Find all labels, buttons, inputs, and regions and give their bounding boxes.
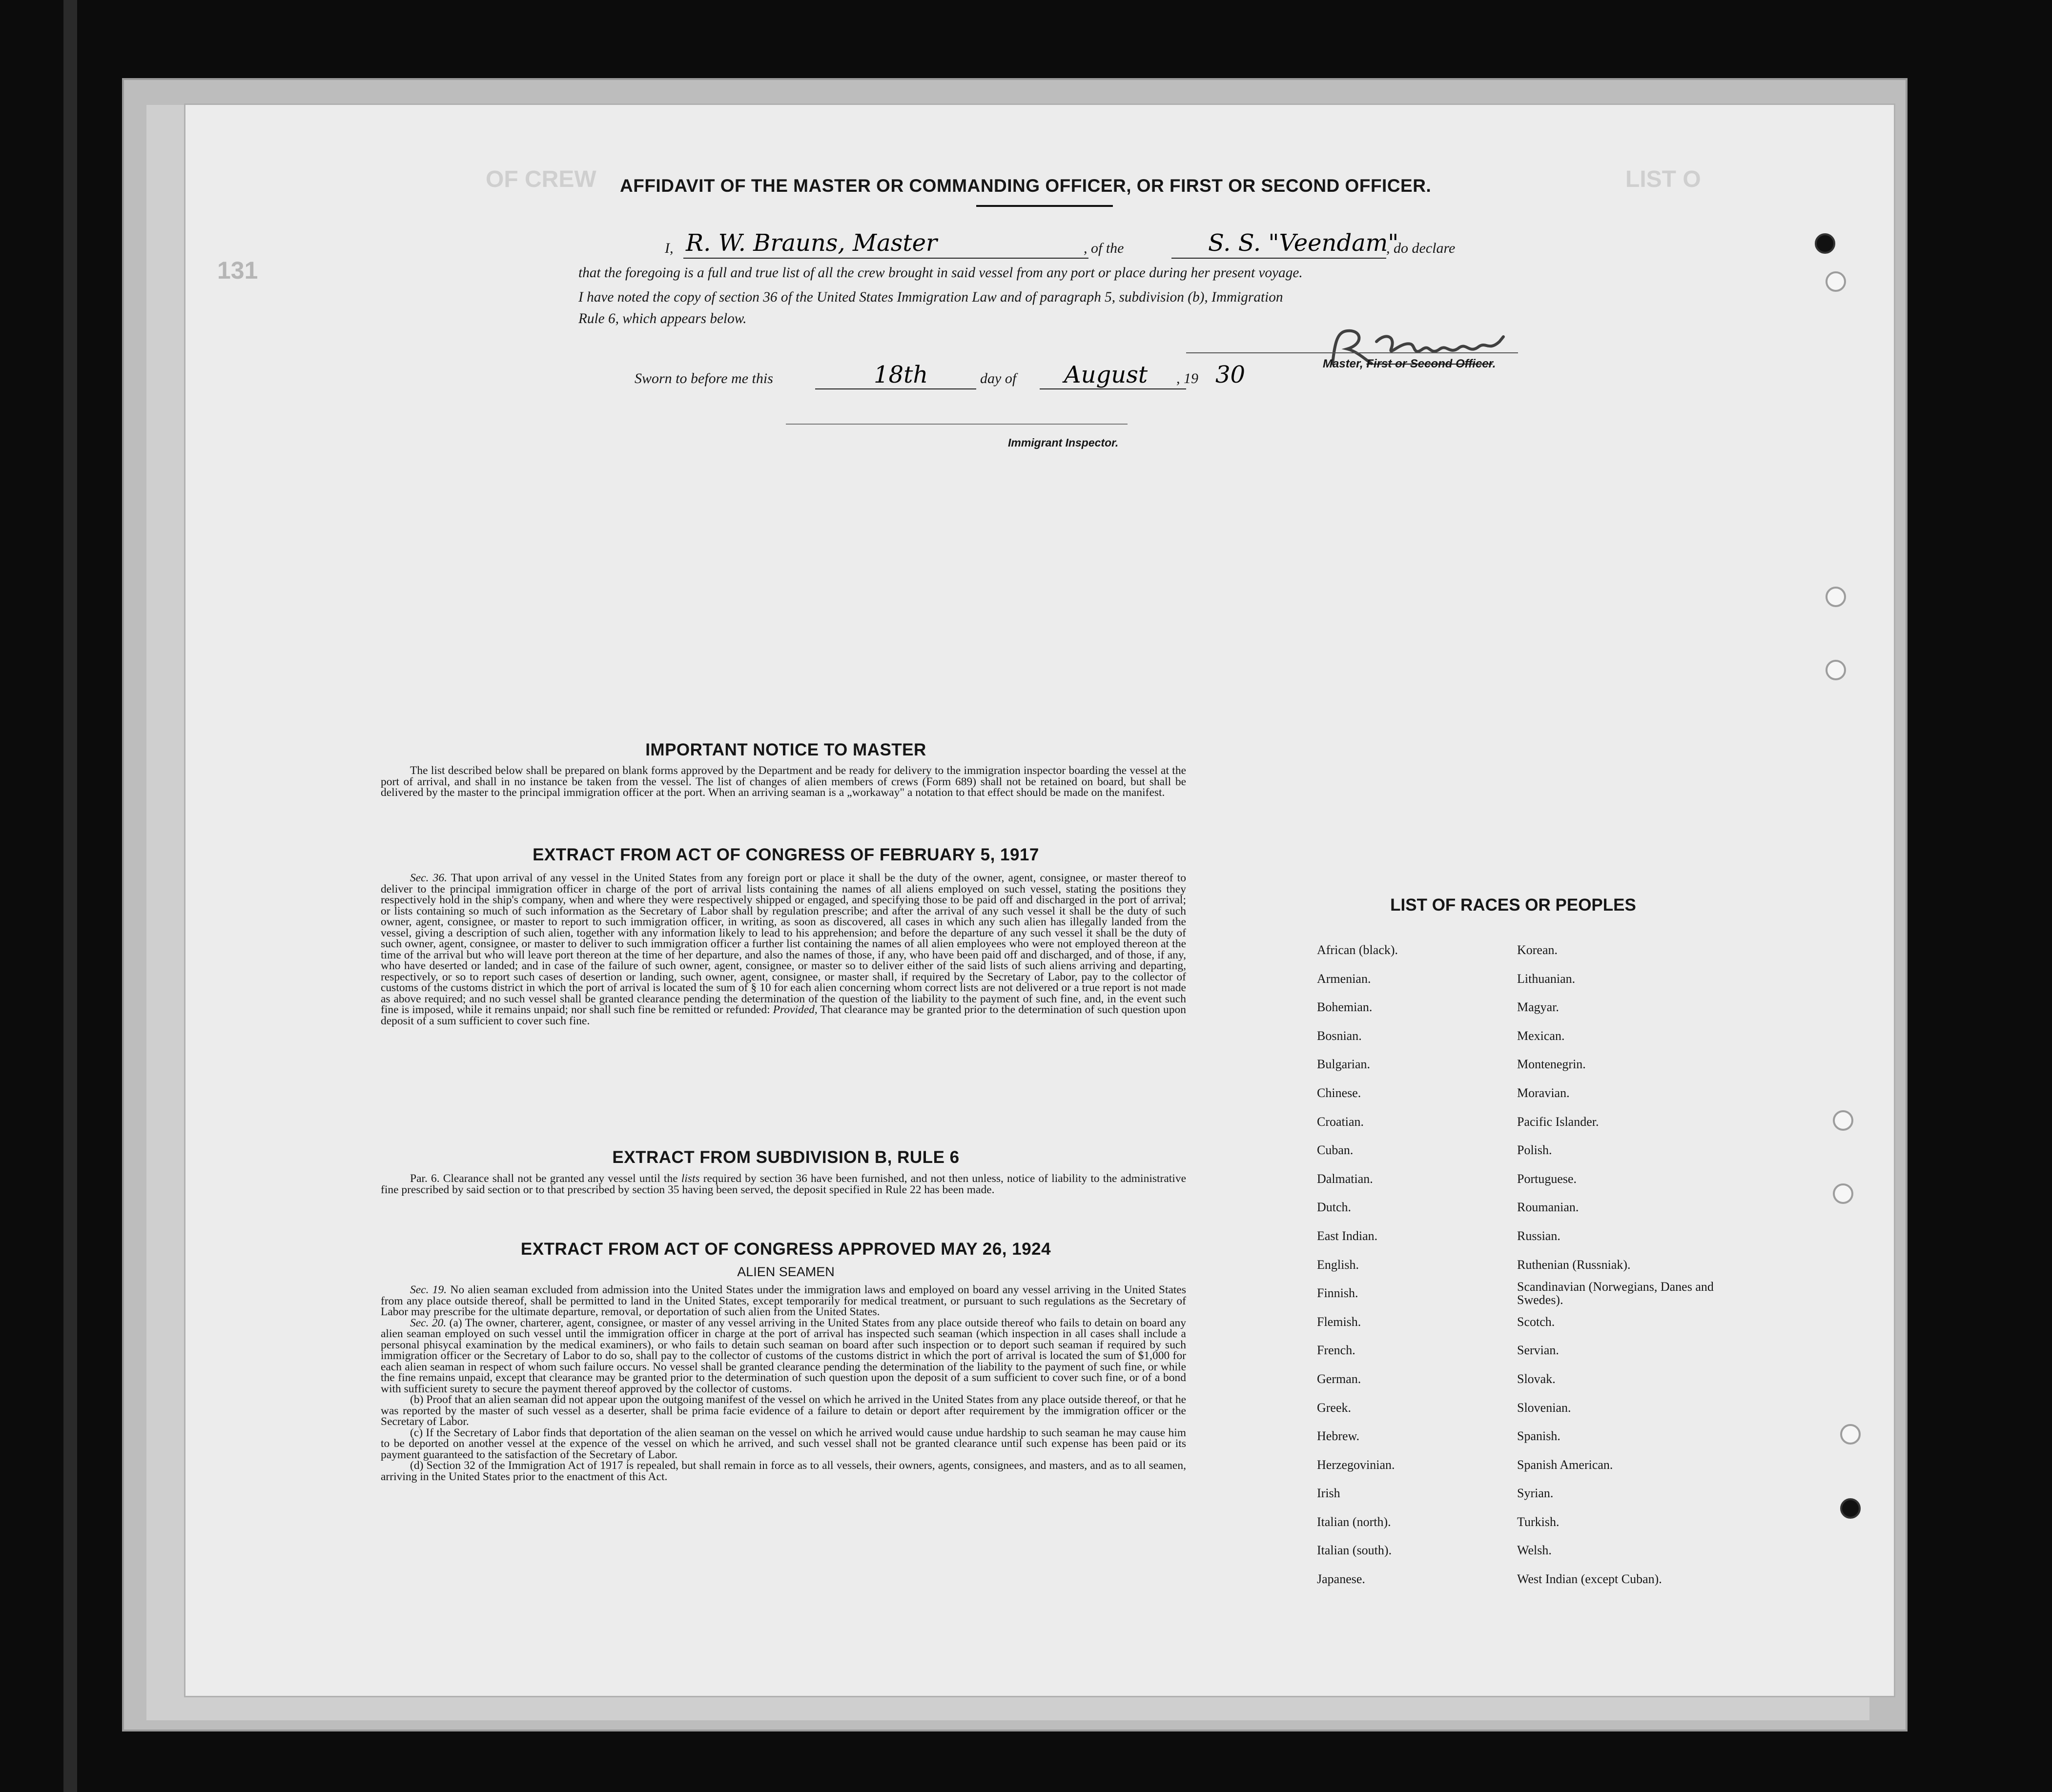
race-item: Roumanian.	[1517, 1200, 1579, 1215]
extract-rule6-heading: EXTRACT FROM SUBDIVISION B, RULE 6	[612, 1148, 960, 1167]
race-item: Lithuanian.	[1517, 971, 1576, 986]
notice-heading: IMPORTANT NOTICE TO MASTER	[645, 740, 926, 759]
alien-seamen-subheading: ALIEN SEAMEN	[737, 1264, 835, 1279]
punch-hole	[1833, 1110, 1853, 1131]
affidavit-line2: that the foregoing is a full and true list of all the crew brought in said vessel from any port or place during her present voyage.	[578, 265, 1303, 281]
affidavit-line1-prefix: I,	[665, 240, 674, 256]
race-item: English.	[1317, 1257, 1359, 1272]
extract-1917-heading: EXTRACT FROM ACT OF CONGRESS OF FEBRUARY 5, 1917	[533, 845, 1039, 864]
race-item: West Indian (except Cuban).	[1517, 1572, 1662, 1587]
race-item: Herzegovinian.	[1317, 1457, 1395, 1472]
punch-hole	[1833, 1183, 1853, 1204]
affidavit-declare: , do declare	[1386, 240, 1456, 256]
races-title: LIST OF RACES OR PEOPLES	[1390, 896, 1636, 915]
affidavit-title: AFFIDAVIT OF THE MASTER OR COMMANDING OFFICER, OR FIRST OR SECOND OFFICER.	[620, 176, 1432, 196]
race-item: Polish.	[1517, 1143, 1552, 1158]
master-name-handwritten: R. W. Brauns, Master	[686, 229, 937, 257]
race-item: Slovenian.	[1517, 1400, 1571, 1415]
sworn-day-of: day of	[980, 370, 1017, 387]
signature-caption: Master, First or Second Officer.	[1323, 357, 1496, 370]
race-item: Montenegrin.	[1517, 1057, 1586, 1072]
race-item: Croatian.	[1317, 1114, 1364, 1129]
underline	[815, 388, 976, 389]
scan-edge	[63, 0, 77, 1792]
race-item: Japanese.	[1317, 1572, 1365, 1587]
race-item: Italian (north).	[1317, 1514, 1391, 1529]
underline	[683, 258, 1088, 259]
race-item: Hebrew.	[1317, 1429, 1360, 1444]
inspector-caption: Immigrant Inspector.	[1008, 436, 1119, 449]
race-item: Spanish.	[1517, 1429, 1560, 1444]
race-item: Flemish.	[1317, 1314, 1361, 1329]
ghost-list-title: LIST O	[1625, 166, 1701, 192]
extract-1924-text: Sec. 19. No alien seaman excluded from admission into the United States under the immigration laws and employed on board any vessel arriving in the United States from any place outside thereof, shall be permitted to land in the United States, except temporarily for medical treatment, or pursuant to such regulations as the Secretary of Labor may prescribe for the ultimate departure, removal, or deportation of such alien from the United States. Sec. 20. (a) The owner, charterer, agent, consignee, or master of any vessel arriving in the United States from any place outside thereof who fails to detain on board any alien seaman employed on such vessel until the immigration officer in charge at the port of arrival has inspected such seaman (which inspection in all cases shall include a personal phisycal examination by the medical examiners), or who fails to detain such seaman on board after such inspection or to deport such seaman if required by such immigration officer or the Secretary of Labor to do so, shall pay to the collector of customs of the customs district in which the port of arrival is located the sum of $1,000 for each alien seaman in respect of whom such failure occurs. No vessel shall be granted clearance pending the determination of the liability to the payment of such fine, or while the fine remains unpaid, except that clearance may be granted prior to the determination of such question upon the deposit of a sum sufficient to cover such fine, or of a bond with sufficient surety to secure the payment thereof approved by the collector of customs. (b) Proof that an alien seaman did not appear upon the outgoing manifest of the vessel on which he arrived in the United States from any place outside thereof, or that he was reported by the master of such vessel as a deserter, shall be prima facie evidence of a failure to detain or deport after requirement by the immigration officer or the Secretary of Labor. (c) If the Secretary of Labor finds that deportation of the alien seaman on the vessel on which he arrived would cause undue hardship to such seaman he may cause him to be deported on another vessel at the expence of the vessel on which he arrived, and such vessel shall not be granted clearance until such expense has been paid or its payment guaranteed to the satisfaction of the Secretary of Labor. (d) Section 32 of the Immigration Act of 1917 is repealed, but shall remain in force as to all vessels, their owners, agents, consignees, and masters, and as to all seamen, arriving in the United States prior to the enactment of this Act.	[381, 1283, 1187, 1483]
race-item: Moravian.	[1517, 1085, 1570, 1100]
extract-1917-text: Sec. 36. That upon arrival of any vessel in the United States from any foreign port or place it shall be the duty of the owner, agent, consignee, or master thereof to deliver to the principal immigration officer in charge of the port of arrival lists containing the names of all aliens employed on such vessel, stating the positions they respectively hold in the ship's company, when and where they were respectively shipped or engaged, and specifying those to be paid off and discharged in the port of arrival; or lists containing so much of such information as the Secretary of Labor shall by regulation prescribe; and after the arrival of any such vessel it shall be the duty of such owner, agent, consignee, or master to report to such immigration officer, in writing, as soon as discovered, all cases in which any such alien has illegally landed from the vessel, giving a description of such alien, together with any information likely to lead to his apprehension; and before the departure of any such vessel it shall be the duty of such owner, agent, consignee, or master to deliver to such immigration officer a further list containing the names of all alien employees who were not employed thereon at the time of the arrival but who will leave port thereon at the time of her departure, and also the names of those, if any, who have been paid off and discharged, and of those, if any, who have deserted or landed; and in case of the failure of such owner, agent, consignee, or master so to deliver either of the said lists of such aliens arriving and departing, respectively, or so to report such cases of desertion or landing, such owner, agent, consignee, or master shall, if required by the Secretary of Labor, pay to the collector of customs of the customs district in which the port of arrival is located the sum of § 10 for each alien concerning whom correct lists are not delivered or a true report is not made as above required; and no such vessel shall be granted clearance pending the determination of the question of the liability to the payment of such fine, and, in the event such fine is imposed, while it remains unpaid; nor shall such fine be remitted or refunded: Provided, That clearance may be granted prior to the determination of such question upon deposit of a sum sufficient to cover such fine.	[381, 872, 1187, 1027]
punch-hole	[1840, 1498, 1861, 1519]
vessel-name-handwritten: S. S. "Veendam"	[1208, 229, 1399, 257]
race-item: Syrian.	[1517, 1486, 1554, 1501]
race-item: Italian (south).	[1317, 1543, 1392, 1558]
race-item: Bosnian.	[1317, 1028, 1362, 1043]
race-item: Bohemian.	[1317, 1000, 1373, 1015]
race-item: East Indian.	[1317, 1228, 1378, 1243]
race-item: Irish	[1317, 1486, 1340, 1501]
affidavit-of-the: , of the	[1084, 240, 1124, 256]
race-item: Dalmatian.	[1317, 1171, 1373, 1186]
race-item: African (black).	[1317, 943, 1398, 957]
race-item: Armenian.	[1317, 971, 1371, 986]
race-item: Welsh.	[1517, 1543, 1552, 1558]
race-item: Pacific Islander.	[1517, 1114, 1599, 1129]
races-left-column	[1317, 936, 1398, 1594]
notice-text: The list described below shall be prepared on blank forms approved by the Department and be ready for delivery to the immigration inspector boarding the vessel at the port of arrival, and shall in no instance be taken from the vessel. The list of changes of alien members of crews (Form 689) shall not be retained on board, but shall be delivered by the master to the principal immigration officer at the port. When an arriving seaman is a „workaway" a notation to that effect should be made on the manifest.	[381, 764, 1186, 799]
race-item: Spanish American.	[1517, 1457, 1613, 1472]
punch-hole	[1826, 271, 1846, 292]
race-item: German.	[1317, 1371, 1361, 1386]
race-item: Mexican.	[1517, 1028, 1565, 1043]
race-item: Portuguese.	[1517, 1171, 1577, 1186]
punch-hole	[1826, 660, 1846, 680]
affidavit-line3: I have noted the copy of section 36 of the United States Immigration Law and of paragraph 5, subdivision (b), Immigration	[578, 289, 1283, 305]
punch-hole	[1826, 587, 1846, 607]
race-item: Ruthenian (Russniak).	[1517, 1257, 1631, 1272]
affidavit-line4: Rule 6, which appears below.	[578, 311, 747, 326]
punch-hole	[1840, 1424, 1861, 1445]
race-item: Turkish.	[1517, 1514, 1560, 1529]
race-item: Finnish.	[1317, 1286, 1358, 1301]
race-item: Greek.	[1317, 1400, 1352, 1415]
race-item: Scotch.	[1517, 1314, 1555, 1329]
sworn-prefix: Sworn to before me this	[635, 370, 773, 387]
race-item: Slovak.	[1517, 1371, 1556, 1386]
sworn-year-prefix: , 19	[1176, 370, 1198, 387]
race-item: Korean.	[1517, 943, 1558, 957]
punch-hole	[1815, 233, 1835, 254]
underline	[1040, 388, 1186, 389]
race-item: Bulgarian.	[1317, 1057, 1371, 1072]
race-item: Dutch.	[1317, 1200, 1352, 1215]
inspector-line	[786, 424, 1128, 425]
ghost-title: OF CREW	[486, 166, 596, 192]
signature-line	[1186, 352, 1518, 353]
underline	[1171, 258, 1386, 259]
race-item: Servian.	[1517, 1343, 1559, 1358]
race-item: Magyar.	[1517, 1000, 1559, 1015]
sworn-day-handwritten: 18th	[874, 361, 928, 388]
race-item: Cuban.	[1317, 1143, 1354, 1158]
race-item: Chinese.	[1317, 1085, 1361, 1100]
races-right-column	[1517, 936, 1722, 1594]
race-item: Russian.	[1517, 1228, 1560, 1243]
race-item: French.	[1317, 1343, 1355, 1358]
sworn-year-handwritten: 30	[1215, 361, 1246, 388]
extract-rule6-text: Par. 6. Clearance shall not be granted any vessel until the lists required by section 36 have been furnished, and not then unless, notice of liability to the administrative fine prescribed by said section or to that prescribed by section 35 having been served, the deposit specified in Rule 22 has been made.	[381, 1172, 1187, 1196]
title-rule	[976, 205, 1113, 207]
ghost-page-number: 131	[217, 257, 258, 284]
sworn-month-handwritten: August	[1064, 361, 1148, 388]
race-item: Scandinavian (Norwegians, Danes and Swedes).	[1517, 1280, 1714, 1307]
extract-1924-heading: EXTRACT FROM ACT OF CONGRESS APPROVED MAY 26, 1924	[520, 1240, 1051, 1259]
